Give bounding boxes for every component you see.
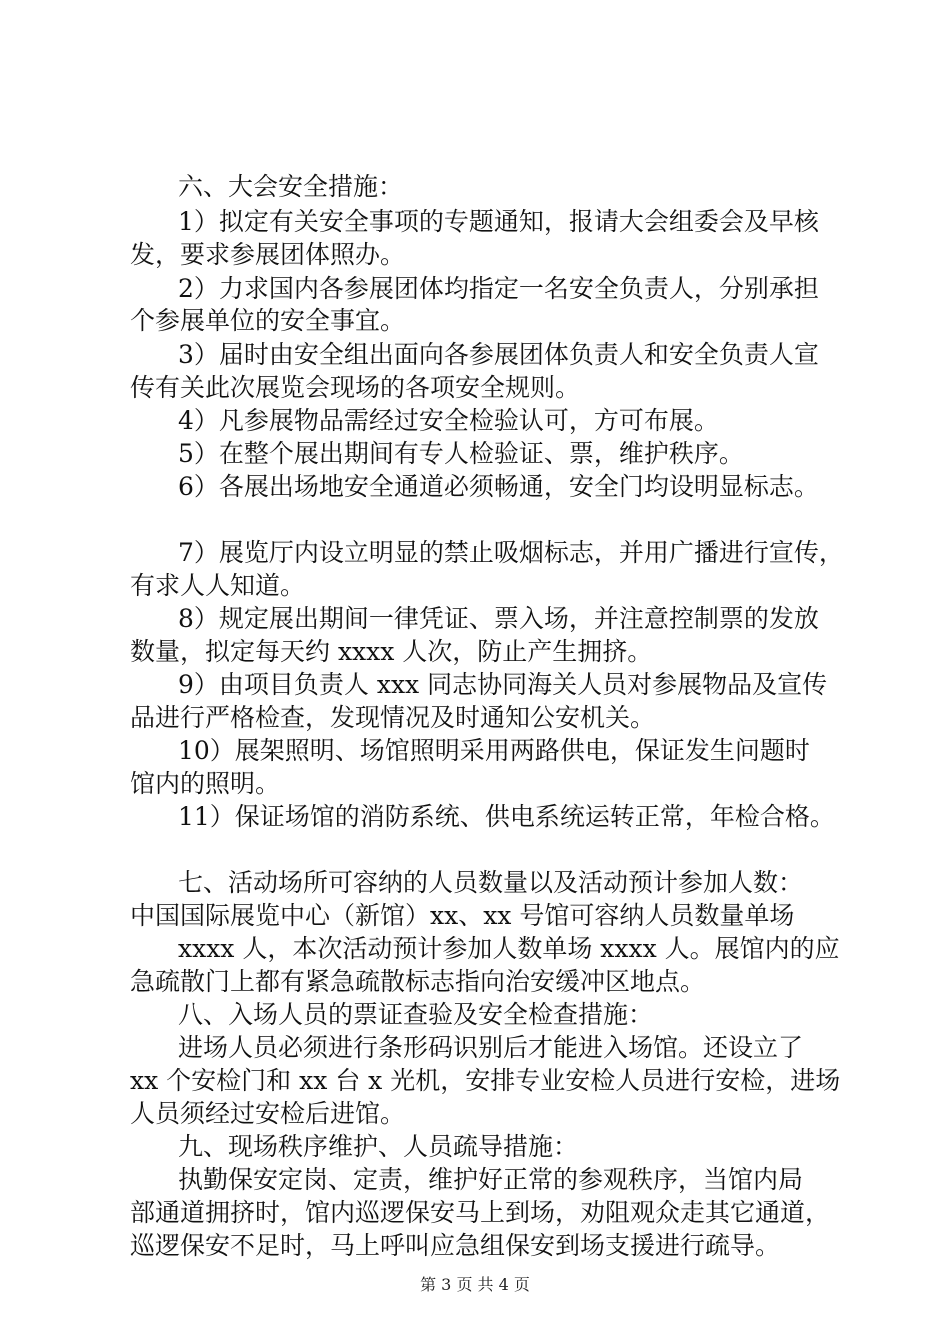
paragraph-line: 数量，拟定每天约 xxxx 人次，防止产生拥挤。 [130,637,653,666]
paragraph-line: 7）展览厅内设立明显的禁止吸烟标志，并用广播进行宣传， [178,538,844,567]
paragraph-line: 传有关此次展览会现场的各项安全规则。 [130,373,581,402]
paragraph-line: 发，要求参展团体照办。 [130,240,406,269]
paragraph-line: xx 个安检门和 xx 台 x 光机，安排专业安检人员进行安检，进场 [130,1066,841,1095]
paragraph-line: 巡逻保安不足时，马上呼叫应急组保安到场支援进行疏导。 [130,1231,781,1260]
paragraph-line: 11）保证场馆的消防系统、供电系统运转正常，年检合格。 [178,802,835,831]
paragraph-line: 进场人员必须进行条形码识别后才能进入场馆。还设立了 [178,1033,804,1062]
section-heading: 六、大会安全措施： [178,172,404,201]
section-heading: 九、现场秩序维护、人员疏导措施： [178,1132,579,1161]
paragraph-line: 5）在整个展出期间有专人检验证、票，维护秩序。 [178,439,744,468]
paragraph-line: 9）由项目负责人 xxx 同志协同海关人员对参展物品及宣传 [178,670,828,699]
paragraph-line: xxxx 人，本次活动预计参加人数单场 xxxx 人。展馆内的应 [178,934,840,963]
paragraph-line: 品进行严格检查，发现情况及时通知公安机关。 [130,703,656,732]
paragraph-line: 急疏散门上都有紧急疏散标志指向治安缓冲区地点。 [130,967,706,996]
paragraph-line: 2）力求国内各参展团体均指定一名安全负责人，分别承担 [178,274,819,303]
paragraph-line: 6）各展出场地安全通道必须畅通，安全门均设明显标志。 [178,472,819,501]
section-heading: 八、入场人员的票证查验及安全检查措施： [178,1000,654,1029]
paragraph-line: 个参展单位的安全事宜。 [130,306,406,335]
section-heading: 七、活动场所可容纳的人员数量以及活动预计参加人数： [178,868,804,897]
paragraph-line: 有求人人知道。 [130,571,306,600]
paragraph-line: 部通道拥挤时，馆内巡逻保安马上到场，劝阻观众走其它通道， [130,1198,831,1227]
paragraph-line: 4）凡参展物品需经过安全检验认可，方可布展。 [178,406,719,435]
paragraph-line: 中国国际展览中心（新馆）xx、xx 号馆可容纳人员数量单场 [130,901,795,930]
paragraph-line: 1）拟定有关安全事项的专题通知，报请大会组委会及早核 [178,207,819,236]
paragraph-line: 10）展架照明、场馆照明采用两路供电，保证发生问题时 [178,736,810,765]
paragraph-line: 8）规定展出期间一律凭证、票入场，并注意控制票的发放 [178,604,819,633]
paragraph-line: 3）届时由安全组出面向各参展团体负责人和安全负责人宣 [178,340,819,369]
paragraph-line: 执勤保安定岗、定责，维护好正常的参观秩序，当馆内局 [178,1165,804,1194]
paragraph-line: 馆内的照明。 [130,769,281,798]
page-footer: 第 3 页 共 4 页 [420,1275,530,1294]
paragraph-line: 人员须经过安检后进馆。 [130,1099,406,1128]
